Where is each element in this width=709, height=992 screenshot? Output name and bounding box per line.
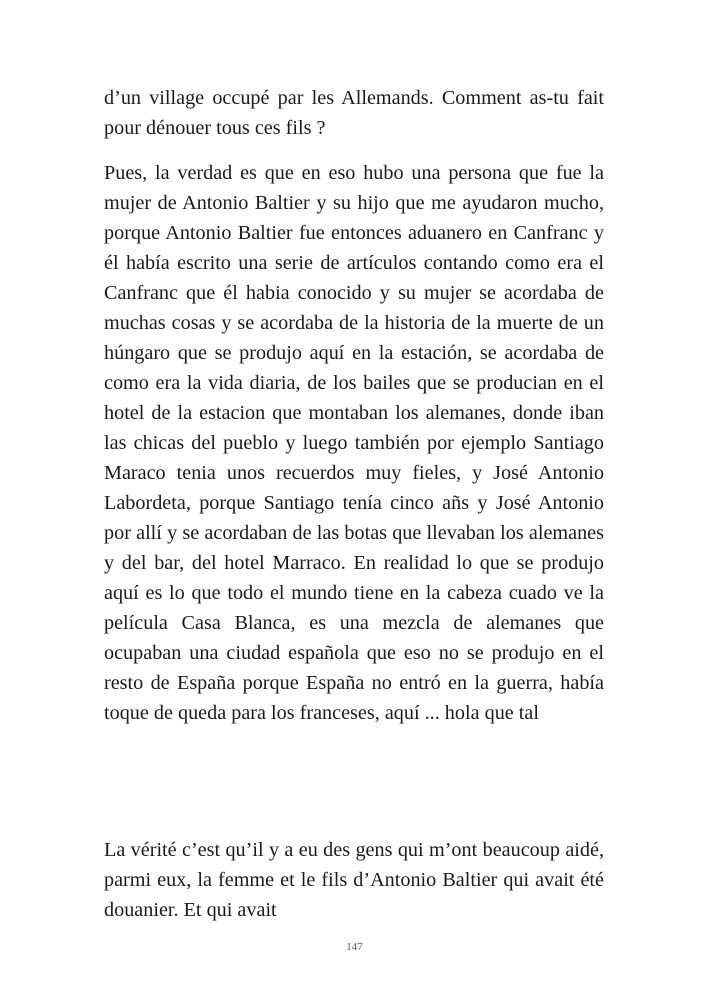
paragraph-french-translation xyxy=(104,835,604,925)
paragraph-text: La vérité c’est qu’il y a eu des gens qui m’ont beaucoup aidé, parmi eux, la femme et le fils d’Antonio Baltier qui avait été douanier. Et qui avait xyxy=(104,839,604,921)
page-number: 147 xyxy=(346,941,363,953)
paragraph-spanish-answer xyxy=(104,158,604,728)
paragraph-text: d’un village occupé par les Allemands. Comment as-tu fait pour dénouer tous ces fils ? xyxy=(104,87,604,139)
paragraph-french-question xyxy=(104,83,604,143)
paragraph-text: Pues, la verdad es que en eso hubo una persona que fue la mujer de Antonio Baltier y su hijo que me ayudaron mucho, porque Antonio Baltier fue entonces aduanero en Canfranc y él había escrito una serie de artículos contando como era el Canfranc que él habia conocido y su mujer se acordaba de muchas cosas y se acordaba de la historia de la muerte de un húngaro que se produjo aquí en la estación, se acordaba de como era la vida diaria, de los bailes que se producian en el hotel de la estacion que montaban los alemanes, donde iban las chicas del pueblo y luego también por ejemplo Santiago Maraco tenia unos recuerdos muy fieles, y José Antonio Labordeta, porque Santiago tenía cinco añs y José Antonio por allí y se acordaban de las botas que llevaban los alemanes y del bar, del hotel Marraco. En realidad lo que se produjo aquí es lo que todo el mundo tiene en la cabeza cuado ve la película Casa Blanca, es una mezcla de alemanes que ocupaban una ciudad española que eso no se produjo en el resto de España porque España no entró en la guerra, había toque de queda para los franceses, aquí ... hola que tal xyxy=(104,162,604,724)
